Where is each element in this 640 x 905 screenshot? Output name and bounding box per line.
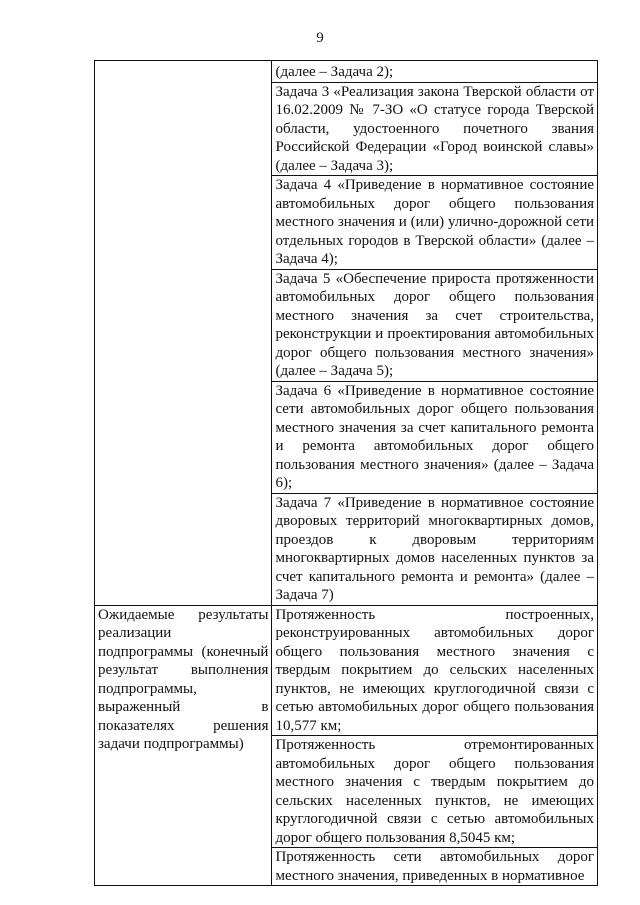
task-paragraph: Задача 7 «Приведение в нормативное состояние дворовых территорий многоквартирных домов, проездов к дворовым территориям многоквартирных домов населенных пунктов за счет капитального ремонта и ремонта» (далее – Задача 7) bbox=[272, 493, 597, 605]
table-cell-left-empty bbox=[95, 61, 272, 606]
result-paragraph: Протяженность сети автомобильных дорог местного значения, приведенных в нормативное bbox=[272, 847, 597, 885]
result-paragraph: Протяженность отремонтированных автомобильных дорог общего пользования местного значения с твердым покрытием до сельских населенных пунктов, не имеющих круглогодичной связи с сетью автомобильных дорог общего пользования 8,5045 км; bbox=[272, 735, 597, 847]
task-paragraph: Задача 3 «Реализация закона Тверской области от 16.02.2009 № 7-ЗО «О статусе города Тверской области, удостоенного почетного звания Российской Федерации «Город воинской славы» (далее – Задача 3); bbox=[272, 82, 597, 176]
subprogram-table bbox=[94, 60, 598, 886]
table-cell-results-label: Ожидаемые результаты реализации подпрограммы (конечный результат выполнения подпрограммы, выраженный в показателях решения задачи подпрограммы) bbox=[95, 605, 272, 886]
table-row-tasks bbox=[95, 61, 598, 606]
task-paragraph: Задача 5 «Обеспечение прироста протяженности автомобильных дорог общего пользования местного значения за счет строительства, реконструкции и проектирования автомобильных дорог общего пользования местного значения» (далее – Задача 5); bbox=[272, 269, 597, 381]
page-number: 9 bbox=[316, 30, 324, 46]
task-paragraph: Задача 6 «Приведение в нормативное состояние сети автомобильных дорог общего пользования местного значения за счет капитального ремонта и ремонта автомобильных дорог общего пользования местного значения» (далее – Задача 6); bbox=[272, 381, 597, 493]
result-paragraph: Протяженность построенных, реконструированных автомобильных дорог общего пользования местного значения с твердым покрытием до сельских населенных пунктов, не имеющих круглогодичной связи с сетью автомобильных дорог общего пользования 10,577 км; bbox=[275, 606, 594, 734]
task-paragraph: Задача 4 «Приведение в нормативное состояние автомобильных дорог общего пользования местного значения и (или) улично-дорожной сети отдельных городов в Тверской области» (далее – Задача 4); bbox=[272, 175, 597, 269]
task-paragraph: (далее – Задача 2); bbox=[275, 64, 394, 80]
table-row-results bbox=[95, 605, 598, 886]
table-cell-results bbox=[272, 605, 598, 886]
table-cell-tasks bbox=[272, 61, 598, 606]
